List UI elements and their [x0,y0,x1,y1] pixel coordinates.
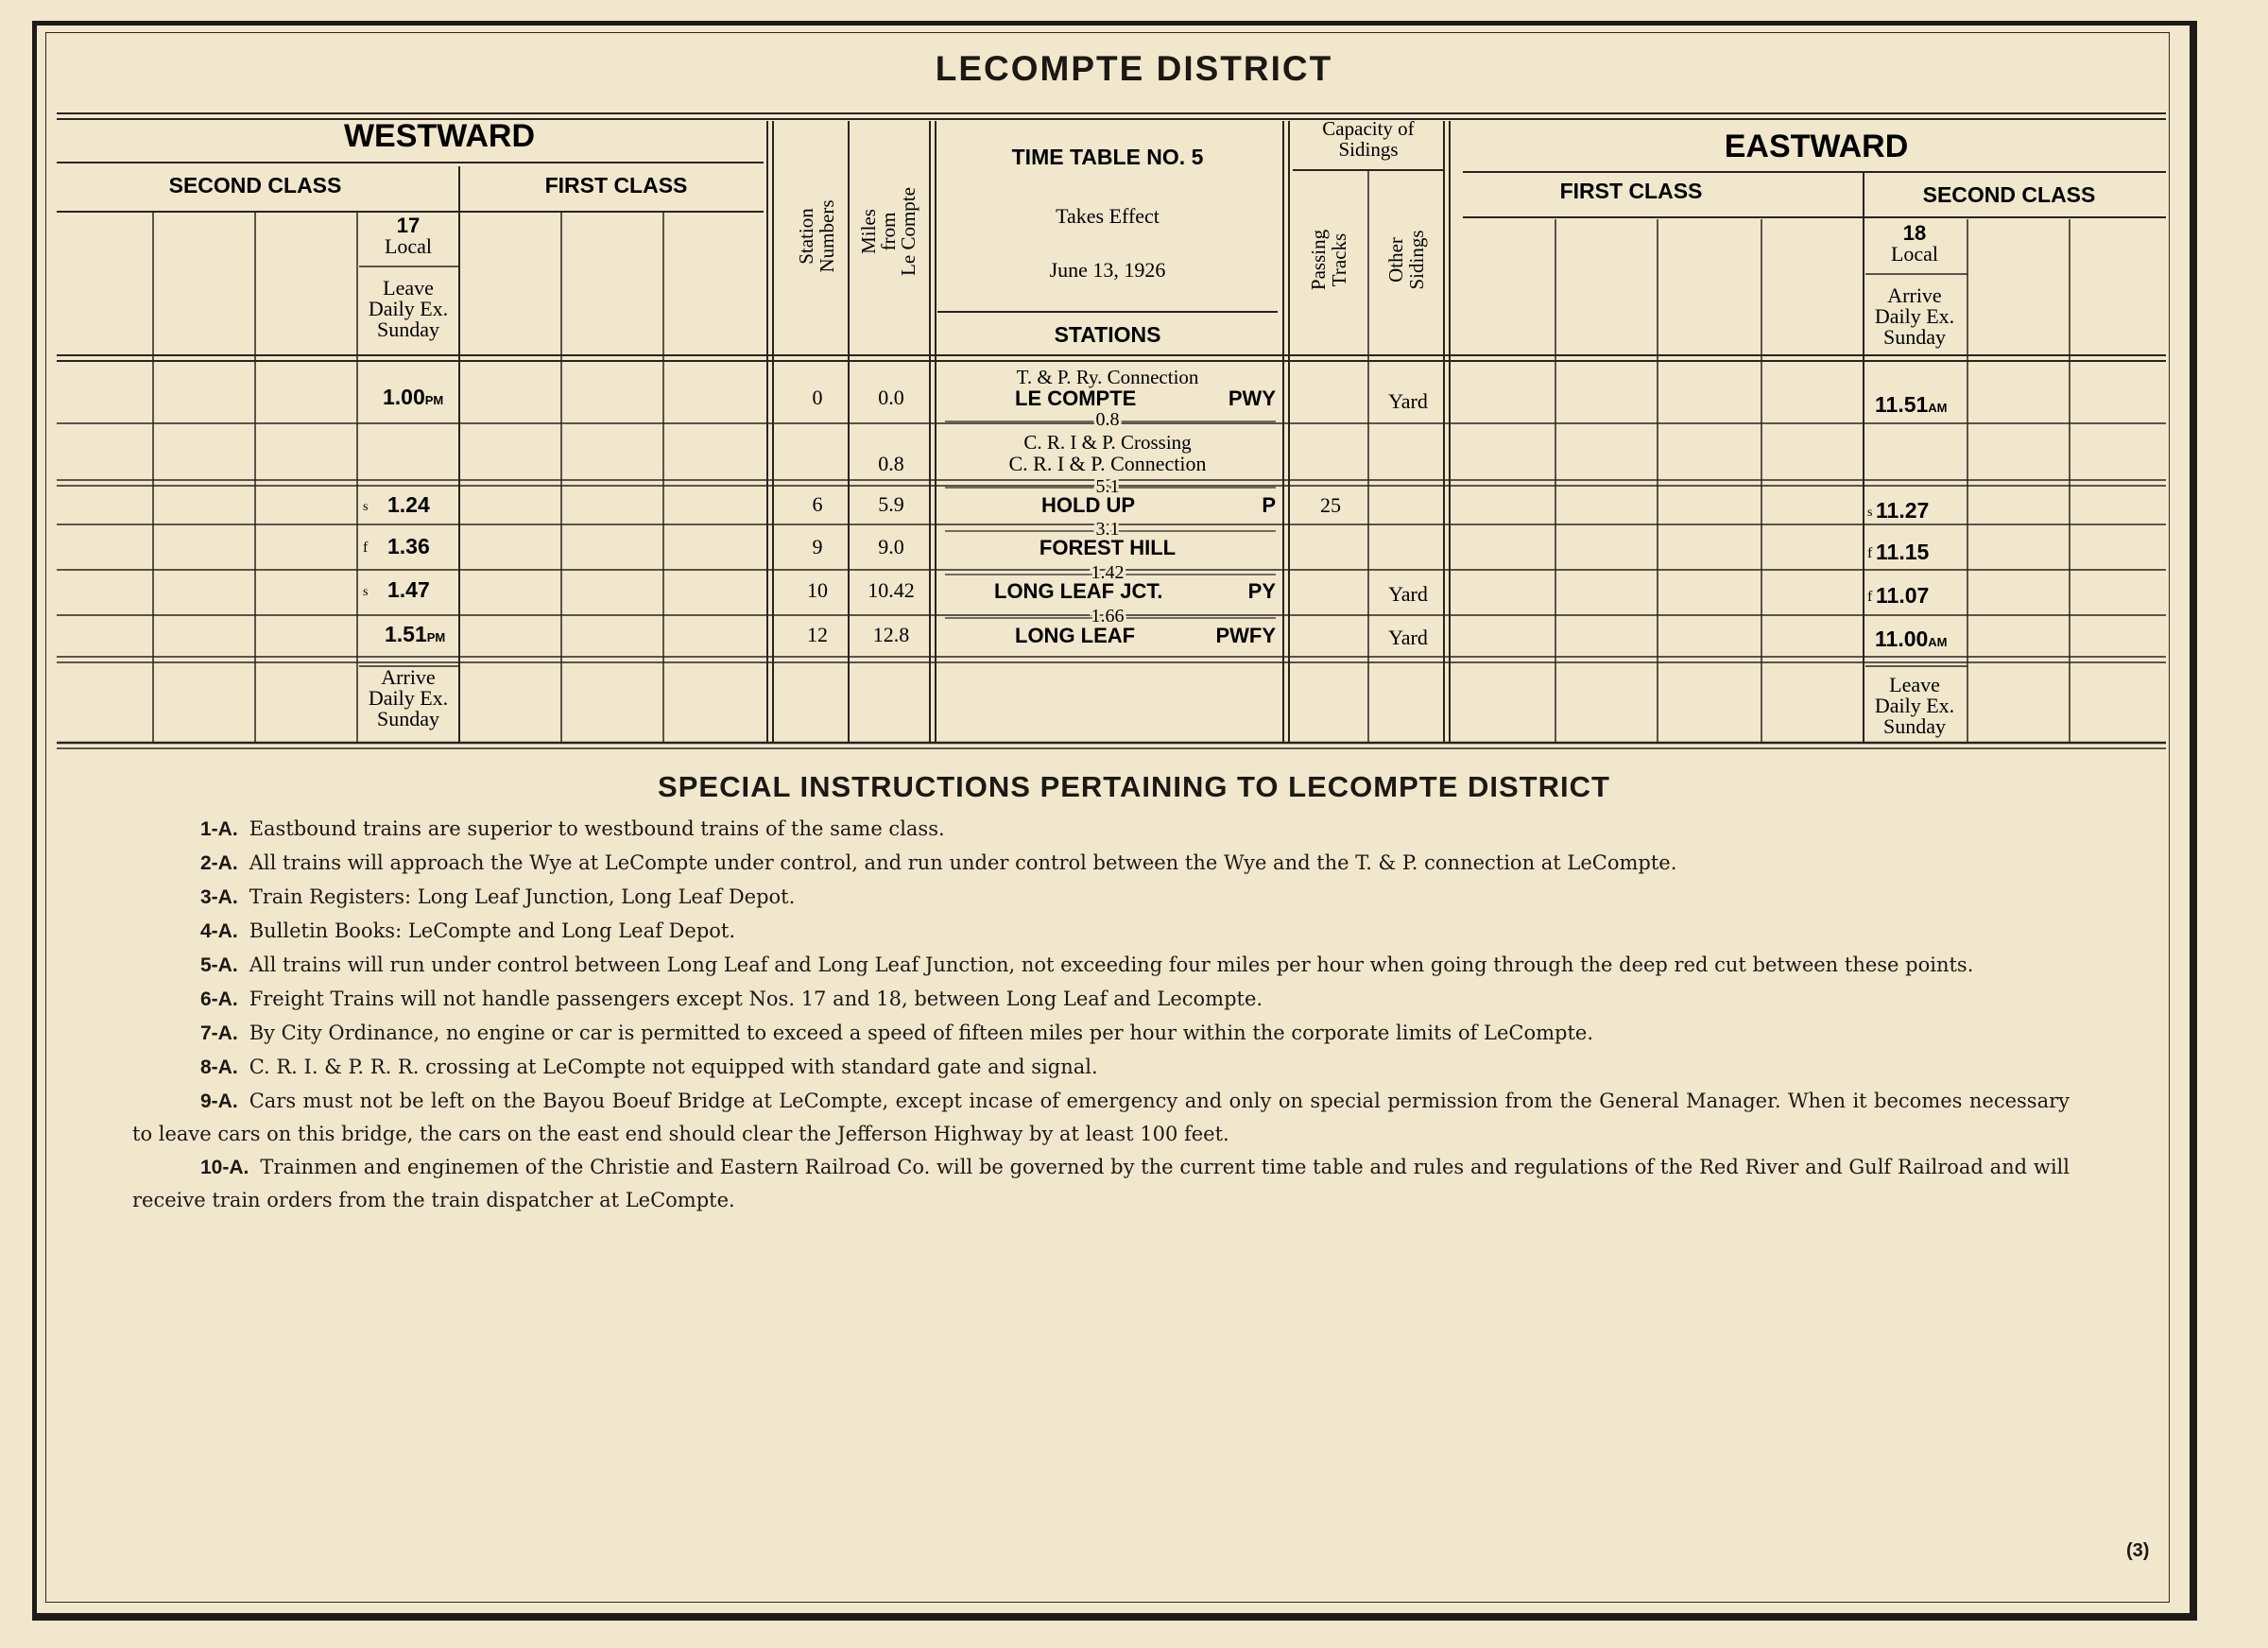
eastward-flag: s [1867,506,1873,520]
station-number: 9 [812,535,823,558]
passing-tracks-header [1307,229,1350,290]
eastward-arrive-label-2: Daily Ex. [1874,304,1955,328]
stations-heading: STATIONS [1054,322,1161,347]
westward-flag: f [363,540,369,556]
instruction-item [132,983,2070,1016]
westward-time: 1.00PM [383,385,444,409]
eastward-leave-label-2: Daily Ex. [1874,694,1955,717]
timetable-row [878,431,1276,497]
eastward-arrive-label-3: Sunday [1883,325,1946,349]
miles-label-1: Miles [857,209,880,254]
westward-time: 1.47 [387,577,430,602]
westward-time: 1.36 [387,534,430,558]
westward-train-type: Local [384,234,433,258]
station-number: 12 [807,623,828,646]
eastward-leave-label-3: Sunday [1883,714,1946,738]
eastward-flag: f [1867,589,1873,605]
eastward-time: 11.51AM [1875,392,1948,417]
instruction-number: 7-A. [200,1022,238,1044]
instruction-item [132,949,2070,982]
instruction-text: Train Registers: Long Leaf Junction, Long Leaf Depot. [249,885,796,908]
station-number: 6 [812,492,823,516]
station-code: PY [1247,579,1276,603]
eastward-heading: EASTWARD [1724,129,1909,164]
station-other-sidings: Yard [1388,582,1428,606]
station-other-sidings: Yard [1388,389,1428,413]
station-miles: 0.0 [878,386,904,409]
passing-tracks-label-1: Passing [1307,229,1330,291]
station-numbers-header [795,200,838,273]
station-passing-tracks: 25 [1320,493,1341,517]
westward-arrive-label-3: Sunday [377,707,439,730]
eastward-arrive-label-1: Arrive [1887,283,1942,307]
westward-heading: WESTWARD [343,118,536,154]
distance-between-stations: 1.66 [1091,606,1125,627]
special-instructions-list [132,813,2070,1217]
instruction-item [132,1051,2070,1084]
distance-between-stations: 5.1 [1095,476,1120,497]
station-miles: 12.8 [872,623,910,646]
instruction-text: Eastbound trains are superior to westbound trains of the same class. [249,817,945,840]
eastward-train-type: Local [1890,242,1939,266]
station-other-sidings: Yard [1388,626,1428,649]
eastward-time: 11.27 [1876,498,1930,523]
westward-arrive-label-1: Arrive [381,665,436,689]
eastward-first-class-heading: FIRST CLASS [1559,179,1703,203]
miles-header [857,187,919,276]
instruction-item [132,813,2070,846]
station-name: LONG LEAF [1015,624,1136,647]
westward-second-class-heading: SECOND CLASS [168,173,342,197]
instruction-text: C. R. I. & P. R. R. crossing at LeCompte not equipped with standard gate and signal. [249,1056,1098,1078]
instruction-number: 1-A. [200,818,238,840]
eastward-time: 11.07 [1876,583,1930,608]
station-miles: 5.9 [878,492,904,516]
westward-time: 1.51PM [385,622,446,646]
instruction-number: 9-A. [200,1090,238,1112]
station-name: LONG LEAF JCT. [994,579,1163,603]
instruction-number: 10-A. [200,1157,249,1178]
passing-tracks-label-2: Tracks [1328,232,1350,287]
instruction-text: All trains will approach the Wye at LeCompte under control, and run under control between the Wye and the T. & P. connection at LeCompte. [249,851,1677,874]
timetable-row [383,366,1948,430]
station-name: LE COMPTE [1015,386,1137,410]
instruction-number: 3-A. [200,886,238,908]
instruction-item [132,881,2070,914]
miles-label-3: Le Compte [897,187,919,276]
station-name: HOLD UP [1041,493,1135,517]
westward-leave-label-1: Leave [383,276,434,300]
station-note: C. R. I & P. Crossing [1023,431,1192,454]
instruction-number: 8-A. [200,1056,238,1078]
station-miles: 9.0 [878,535,904,558]
instruction-text: Freight Trains will not handle passengers except Nos. 17 and 18, between Long Leaf and Lecompte. [249,987,1263,1010]
instruction-item [132,1151,2070,1216]
district-title: LECOMPTE DISTRICT [935,49,1333,88]
page-number: (3) [2126,1540,2150,1561]
instruction-text: Bulletin Books: LeCompte and Long Leaf Depot. [249,919,736,942]
instruction-number: 6-A. [200,988,238,1010]
instruction-number: 4-A. [200,920,238,942]
instruction-number: 5-A. [200,954,238,976]
capacity-heading-2: Sidings [1338,138,1399,161]
westward-flag: s [363,585,369,599]
station-number: 10 [807,578,828,602]
instruction-number: 2-A. [200,852,238,874]
instruction-text: Cars must not be left on the Bayou Boeuf Bridge at LeCompte, except incase of emergency and only on special permission from the General Manager. When it becomes necessary to leave cars on this bridge, the cars on the east end should clear the Jefferson Highway by at least 100 feet. [132,1090,2070,1145]
timetable-grid [0,0,2268,775]
eastward-train-number: 18 [1902,221,1927,245]
timetable-row [363,534,1929,583]
distance-between-stations: 0.8 [1095,409,1120,430]
instruction-item [132,1085,2070,1150]
instruction-text: By City Ordinance, no engine or car is permitted to exceed a speed of fifteen miles per hour within the corporate limits of LeCompte. [249,1021,1594,1044]
westward-time: 1.24 [387,492,430,517]
other-sidings-header [1384,230,1428,289]
station-numbers-label-1: Station [795,208,817,265]
station-numbers-label-2: Numbers [816,199,838,273]
station-code: PWY [1228,386,1276,410]
instruction-text: Trainmen and enginemen of the Christie and Eastern Railroad Co. will be governed by the current time table and rules and regulations of the Red River and Gulf Railroad and will receive train orders from the train dispatcher at LeCompte. [132,1156,2070,1211]
takes-effect-label: Takes Effect [1056,204,1160,228]
timetable-row [363,577,1929,627]
station-miles: 10.42 [868,578,915,602]
eastward-flag: f [1867,545,1873,561]
instruction-item [132,1017,2070,1050]
timetable-title: TIME TABLE NO. 5 [1011,145,1204,169]
station-note: T. & P. Ry. Connection [1016,366,1199,388]
timetable-row [385,622,1948,651]
timetable-row [363,492,1929,540]
distance-between-stations: 3.1 [1095,519,1120,540]
other-sidings-label-2: Sidings [1405,230,1428,290]
station-code: PWFY [1215,624,1276,647]
special-instructions-title: SPECIAL INSTRUCTIONS PERTAINING TO LECOMPTE DISTRICT [658,770,1610,803]
eastward-time: 11.00AM [1875,627,1948,651]
distance-between-stations: 1.42 [1091,562,1125,583]
capacity-heading-1: Capacity of [1322,117,1415,140]
westward-leave-label-3: Sunday [377,318,439,341]
miles-label-2: from [877,212,900,251]
station-code: P [1262,493,1276,517]
westward-arrive-label-2: Daily Ex. [368,686,449,710]
instruction-item [132,915,2070,948]
station-name: C. R. I & P. Connection [1008,452,1207,475]
westward-first-class-heading: FIRST CLASS [544,173,688,197]
station-name: FOREST HILL [1039,536,1177,559]
station-miles: 0.8 [878,452,904,475]
eastward-leave-label-1: Leave [1889,673,1940,696]
effective-date: June 13, 1926 [1049,258,1166,282]
westward-leave-label-2: Daily Ex. [368,297,449,320]
eastward-second-class-heading: SECOND CLASS [1922,182,2096,207]
westward-flag: s [363,500,369,514]
instruction-item [132,847,2070,880]
eastward-time: 11.15 [1876,540,1930,564]
station-number: 0 [812,386,823,409]
other-sidings-label-1: Other [1384,237,1407,283]
westward-train-number: 17 [396,214,421,237]
instruction-text: All trains will run under control between Long Leaf and Long Leaf Junction, not exceeding four miles per hour when going through the deep red cut between these points. [249,953,1974,976]
